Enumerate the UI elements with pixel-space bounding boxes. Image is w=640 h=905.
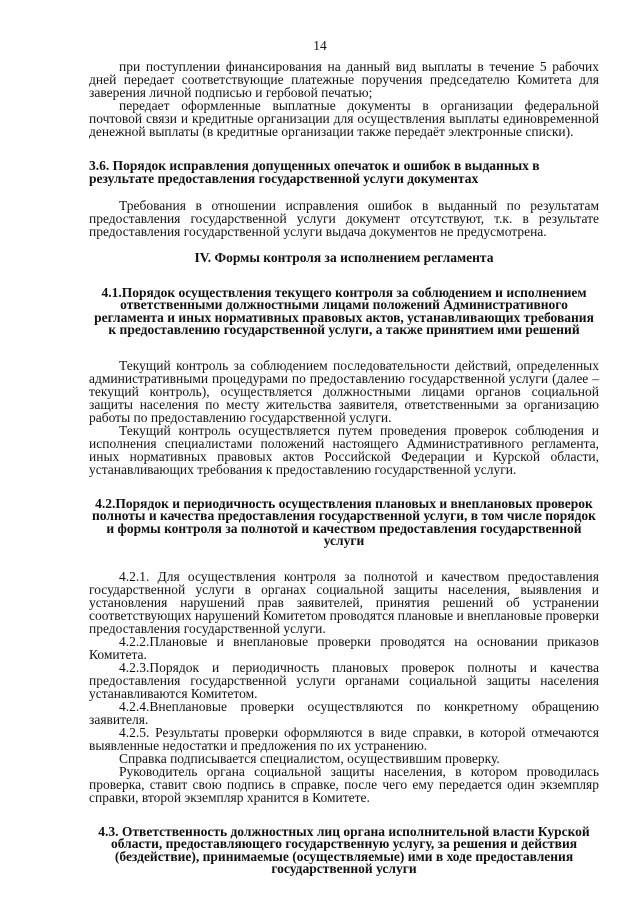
paragraph: Требования в отношении исправления ошибок в выданный по результатам предоставления государственной услуги документ отсутствуют, т.к. в результате предоставления государственной услуги выдача документов не предусмотрена. bbox=[89, 198, 599, 239]
paragraph: 4.2.1. Для осуществления контроля за полнотой и качеством предоставления государственной услуги в органах социальной защиты населения, выявления и установления нарушений прав заявителей, принятия решений об устранении соответствующих нарушений Комитетом проводятся плановые и внеплановые проверки предоставления государственной услуги. bbox=[89, 568, 599, 636]
paragraph: 4.2.4.Внеплановые проверки осуществляются по конкретному обращению заявителя. bbox=[89, 698, 599, 727]
paragraph: Текущий контроль осуществляется путем проведения проверок соблюдения и исполнения специалистами положений настоящего Административного регламента, иных нормативных правовых актов Российской Федерации и Курской области, устанавливающих требования к предоставлению государственной услуги. bbox=[89, 422, 599, 477]
document-body bbox=[89, 60, 599, 876]
section-heading: IV. Формы контроля за исполнением регламента bbox=[194, 250, 494, 265]
section-heading: 3.6. Порядок исправления допущенных опечаток и ошибок в выданных в результате предоставления государственной услуги документах bbox=[89, 158, 540, 186]
paragraph: 4.2.5. Результаты проверки оформляются в виде справки, в которой отмечаются выявленные недостатки и предложения по их устранению. bbox=[89, 724, 599, 753]
paragraph: 4.2.2.Плановые и внеплановые проверки проводятся на основании приказов Комитета. bbox=[89, 633, 599, 662]
paragraph: Руководитель органа социальной защиты населения, в котором проводилась проверка, ставит свою подпись в справке, после чего ему передается один экземпляр справки, второй экземпляр хранится в Комитете. bbox=[89, 763, 599, 805]
page-number: 14 bbox=[313, 38, 327, 53]
paragraph: Справка подписывается специалистом, осуществившим проверку. bbox=[119, 750, 500, 766]
paragraph: при поступлении финансирования на данный вид выплаты в течение 5 рабочих дней передает соответствующие платежные поручения председателю Комитета для заверения личной подписью и гербовой печатью; bbox=[89, 59, 599, 100]
section-heading: 4.1.Порядок осуществления текущего контроля за соблюдением и исполнением ответственными должностными лицами положений Административного регламента и иных нормативных правовых актов, устанавливающих требования к предоставлению государственной услуги, а также принятием ими решений bbox=[94, 284, 594, 337]
section-heading: 4.3. Ответственность должностных лиц органа исполнительной власти Курской области, предоставляющего государственную услугу, за решения и действия (бездействие), принимаемые (осуществляемые) ими в ходе предоставления государственной услуги bbox=[98, 823, 590, 876]
paragraph: передает оформленные выплатные документы в организации федеральной почтовой связи и кредитные организации для осуществления выплаты единовременной денежной выплаты (в кредитные организации также передаёт электронные списки). bbox=[89, 98, 599, 139]
paragraph: Текущий контроль за соблюдением последовательности действий, определенных административными процедурами по предоставлению государственной услуги (далее – текущий контроль), осуществляется должностными лицами органов социальной защиты населения по месту жительства заявителя, ответственными за организацию работы по предоставлению государственной услуги. bbox=[89, 357, 599, 425]
paragraph: 4.2.3.Порядок и периодичность плановых проверок полноты и качества предоставления государственной услуги органами социальной защиты населения устанавливаются Комитетом. bbox=[89, 659, 599, 701]
section-heading: 4.2.Порядок и периодичность осуществления плановых и внеплановых проверок полноты и качества предоставления государственной услуги, в том числе порядок и формы контроля за полнотой и качеством предоставления государственной услуги bbox=[92, 495, 596, 548]
